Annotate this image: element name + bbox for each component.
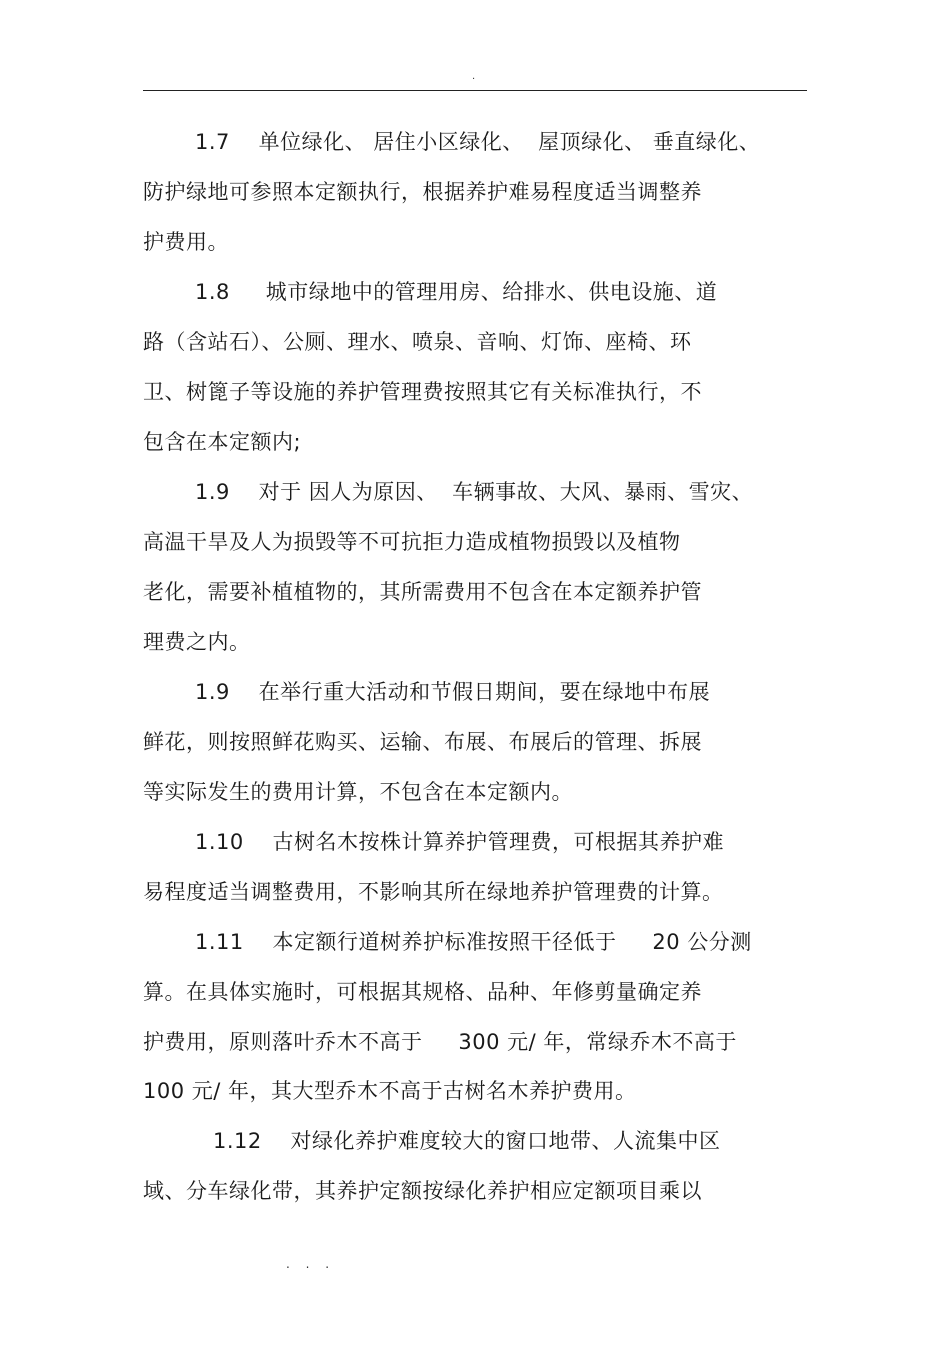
- para-1-9a-line-1: 1.9 对于 因人为原因、 车辆事故、大风、暴雨、雪灾、: [195, 480, 754, 504]
- para-1-9a-line-4: 理费之内。: [143, 630, 251, 654]
- para-1-9b-line-2: 鲜花，则按照鲜花购买、运输、布展、布展后的管理、拆展: [143, 730, 702, 754]
- para-1-7-line-1: 1.7 单位绿化、 居住小区绿化、 屋顶绿化、 垂直绿化、: [195, 130, 761, 154]
- header-mark: .: [472, 71, 476, 82]
- para-1-11-line-3: 护费用，原则落叶乔木不高于 300 元/ 年，常绿乔木不高于: [143, 1030, 737, 1054]
- para-1-9a-line-2: 高温干旱及人为损毁等不可抗拒力造成植物损毁以及植物: [143, 530, 681, 554]
- para-1-8-line-2: 路（含站石）、公厕、理水、喷泉、音响、灯饰、座椅、环: [143, 330, 692, 354]
- para-1-11-line-2: 算。在具体实施时，可根据其规格、品种、年修剪量确定养: [143, 980, 702, 1004]
- para-1-8-line-1: 1.8 城市绿地中的管理用房、给排水、供电设施、道: [195, 280, 718, 304]
- para-1-11-line-4: 100 元/ 年，其大型乔木不高于古树名木养护费用。: [143, 1079, 637, 1103]
- para-1-9b-line-3: 等实际发生的费用计算，不包含在本定额内。: [143, 780, 573, 804]
- para-1-7-line-3: 护费用。: [143, 230, 229, 254]
- para-1-9b-line-1: 1.9 在举行重大活动和节假日期间，要在绿地中布展: [195, 680, 711, 704]
- para-1-12-line-1: 1.12 对绿化养护难度较大的窗口地带、人流集中区: [213, 1129, 721, 1153]
- para-1-8-line-4: 包含在本定额内;: [143, 430, 302, 454]
- para-1-11-line-1: 1.11 本定额行道树养护标准按照干径低于 20 公分测: [195, 930, 752, 954]
- para-1-9a-line-3: 老化，需要补植植物的，其所需费用不包含在本定额养护管: [143, 580, 702, 604]
- para-1-10-line-2: 易程度适当调整费用，不影响其所在绿地养护管理费的计算。: [143, 880, 724, 904]
- header-rule: [143, 90, 807, 91]
- para-1-10-line-1: 1.10 古树名木按株计算养护管理费，可根据其养护难: [195, 830, 724, 854]
- para-1-8-line-3: 卫、树篦子等设施的养护管理费按照其它有关标准执行，不: [143, 380, 702, 404]
- para-1-12-line-2: 域、分车绿化带，其养护定额按绿化养护相应定额项目乘以: [143, 1179, 702, 1203]
- footer-mark: . . .: [286, 1257, 336, 1271]
- para-1-7-line-2: 防护绿地可参照本定额执行，根据养护难易程度适当调整养: [143, 180, 702, 204]
